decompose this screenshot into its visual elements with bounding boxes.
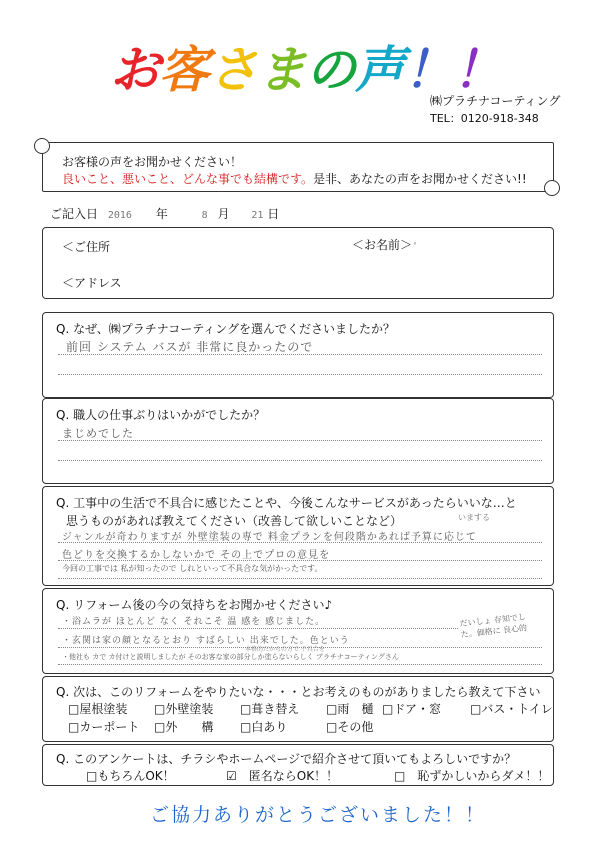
phone-number: TEL：0120-918-348 [430, 112, 539, 125]
name-value[interactable]: ' [412, 241, 419, 252]
date-label: ご記入日 [50, 207, 99, 221]
address-kana-label: ＜アドレス [62, 276, 122, 290]
q4-answer-line3[interactable]: ・他社も カで カ付けと説明しましたが そのお客な家の部分しか塗らないらしく プラチナコーティングさん [62, 653, 399, 661]
month-value[interactable]: 8 [201, 210, 208, 221]
option-other[interactable]: □その他 [326, 720, 374, 734]
title-char: ！ [453, 41, 502, 99]
thanks-message: ご協力ありがとうございました！！ [150, 804, 487, 826]
q2-question: Q. 職人の仕事ぶりはいかがでしたか？ [56, 408, 266, 422]
answer-line [58, 542, 542, 543]
answer-line [58, 374, 542, 375]
answer-line [58, 647, 542, 648]
option-roof-paint[interactable]: □屋根塗装 [68, 702, 128, 716]
option-exterior[interactable]: □外 構 [154, 720, 214, 734]
option-ok[interactable]: □もちろんOK！ [86, 769, 175, 783]
q4-small-note: 本格的だからの方で 不具合を [245, 646, 325, 653]
name-label [352, 236, 418, 253]
q2-answer[interactable]: まじめでした [62, 427, 134, 440]
title-char: 客 [159, 41, 208, 99]
q3-question-line2: 思うものがあれば教えてください（改善して欲しいことなど） [66, 514, 403, 528]
q3-question-line1: Q. 工事中の生活で不具合に感じたことや、今後こんなサービスがあったらいいな…と [56, 496, 517, 510]
answer-line [58, 628, 458, 629]
q4-question: Q. リフォーム後の今の気持ちをお聞かせください♪ [56, 598, 333, 612]
answer-line [58, 354, 542, 355]
q4-answer-line1[interactable]: ・浴ムラが ほとんど なく それこそ 温 感を 感じました。 [62, 617, 326, 627]
title-char: 声 [355, 41, 404, 99]
q4-answer-line2[interactable]: ・玄関は家の顔となるとおり すばらしい 出来でした。色という [62, 636, 350, 646]
title-char: お [110, 41, 159, 99]
date-row [50, 205, 279, 222]
q3-note: いまする [458, 513, 490, 522]
scroll-curl-icon [544, 180, 560, 196]
month-label: 月 [217, 207, 230, 221]
answer-line [58, 460, 542, 461]
answer-line [58, 578, 542, 579]
year-value[interactable]: 2016 [107, 210, 132, 221]
answer-line [58, 664, 542, 665]
answer-line [58, 440, 542, 441]
option-wall-paint[interactable]: □外壁塗装 [154, 702, 214, 716]
address-label: ＜ご住所 [62, 240, 111, 254]
title-char: さ [208, 41, 257, 99]
q4-side-note: だいしょ 存知でした。価格に 良心的 [459, 612, 528, 640]
intro-line2 [62, 170, 527, 187]
scroll-curl-icon [34, 138, 50, 154]
q1-answer[interactable]: 前回 システム バスが 非常に良かったので [66, 340, 314, 354]
q5-question: Q. 次は、このリフォームをやりたいな・・・とお考えのものがありましたら教えて下さい [56, 685, 541, 699]
q3-answer-line1[interactable]: ジャンルが奇わりますが 外壁塗装の専で 料金プランを何段階かあれば予算に応じて [62, 532, 477, 543]
q1-question: Q. なぜ、㈱プラチナコーティングを選んでくださいましたか？ [56, 322, 396, 336]
q3-answer-line2[interactable]: 色どりを交換するかしないかで その上でプロの意見を [62, 550, 331, 561]
company-name: ㈱プラチナコーティング [430, 94, 561, 108]
q3-answer-line3[interactable]: 今回の工事では 私が知ったので しれといって不具合な気がかったです。 [62, 564, 323, 573]
page-title [110, 30, 510, 100]
title-char: ま [257, 41, 306, 99]
answer-line [58, 560, 542, 561]
intro-line2-black: 是非、あなたの声をお聞かせください!! [313, 172, 527, 186]
option-bath-toilet[interactable]: □バス・トイレ [470, 702, 553, 716]
option-no[interactable]: □ 恥ずかしいからダメ！！ [394, 769, 550, 783]
title-char: の [306, 41, 355, 99]
option-carport[interactable]: □カーポート [68, 720, 140, 734]
option-gutter[interactable]: □雨 樋 [326, 702, 374, 716]
name-label-text: ＜お名前＞ [352, 238, 413, 252]
intro-line2-red: 良いこと、悪いこと、どんな事でも結構です。 [62, 172, 314, 186]
day-label: 日 [267, 207, 280, 221]
year-label: 年 [155, 207, 168, 221]
day-value[interactable]: 21 [251, 210, 264, 221]
option-door-window[interactable]: □ドア・窓 [382, 702, 441, 716]
q6-question: Q. このアンケートは、チラシやホームページで紹介させて頂いてもよろしいですか？ [56, 752, 517, 766]
option-reroof[interactable]: □葺き替え [240, 702, 300, 716]
option-termite[interactable]: □白あり [240, 720, 288, 734]
option-anonymous-ok[interactable]: ☑ 匿名ならOK！！ [226, 769, 339, 783]
title-char: ！ [404, 41, 453, 99]
intro-line1: お客様の声をお聞かせください！ [62, 155, 243, 169]
